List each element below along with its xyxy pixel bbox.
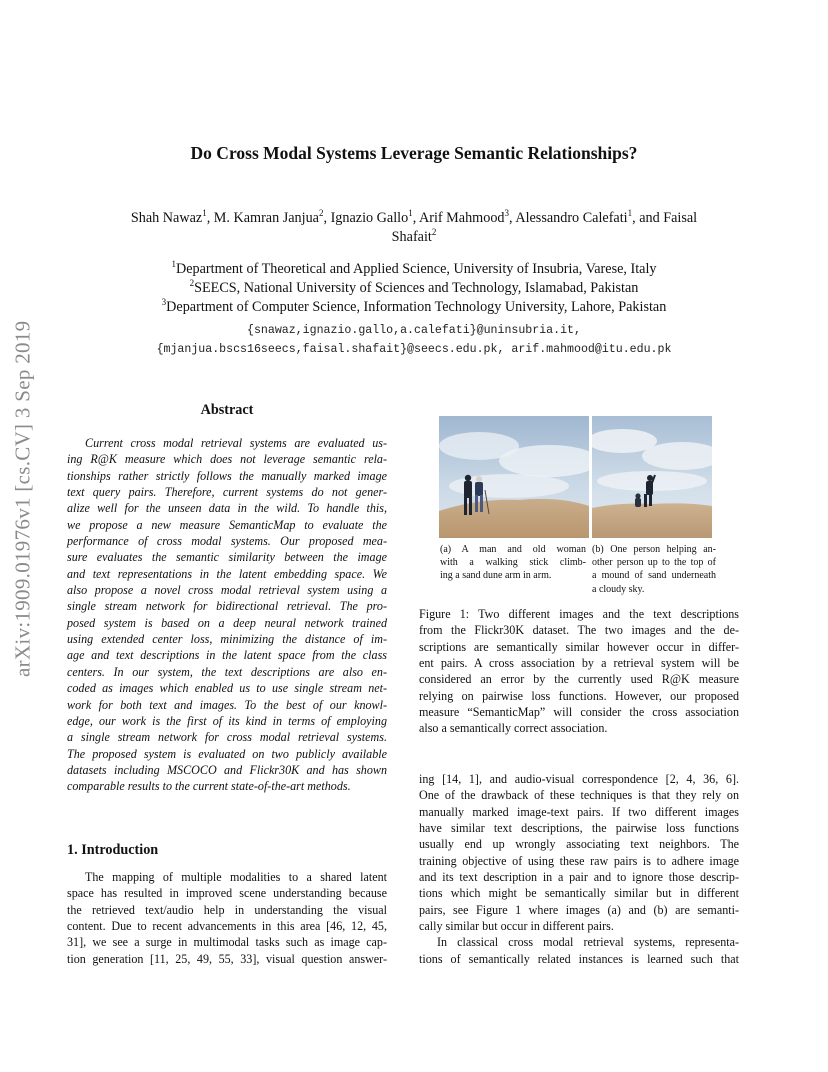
intro-line: 31], we see a surge in multimodal tasks such as image cap-	[67, 935, 387, 950]
email-line-1: {snawaz,ignazio.gallo,a.calefati}@uninsubria.it,	[247, 324, 581, 337]
figure-caption	[419, 606, 739, 737]
caption-line: considered an error by the currently used R@K measure	[419, 672, 739, 687]
affiliation-2	[60, 279, 768, 298]
abstract-line: tionships rather strictly follows the manually marked image	[67, 468, 387, 483]
abstract-line: we propose a new measure SemanticMap to evaluate the	[67, 517, 387, 532]
subcaption-a	[440, 543, 586, 583]
caption-line: also a semantically correct association.	[419, 721, 608, 736]
abstract-heading: Abstract	[200, 402, 254, 418]
abstract-line: a single stream network for cross modal retrieval systems.	[67, 730, 387, 745]
affiliation-text: SEECS, National University of Sciences and Technology, Islamabad, Pakistan	[194, 280, 639, 296]
abstract-line: age and text descriptions in the latent space from the class	[67, 648, 387, 663]
abstract-line: also propose a novel cross modal retrieval system using a	[67, 583, 387, 598]
affiliation-marker: 1	[171, 259, 176, 269]
abstract-line: ing R@K measure which does not leverage semantic rela-	[67, 452, 387, 467]
section-heading-introduction: 1. Introduction	[67, 842, 159, 858]
intro-line: content. Due to recent advancements in this area [46, 12, 45,	[67, 919, 387, 934]
author-name: , M. Kamran Janjua	[206, 210, 319, 226]
intro-line: The mapping of multiple modalities to a shared latent	[85, 870, 387, 884]
affiliation-text: Department of Computer Science, Information Technology University, Lahore, Pakistan	[166, 299, 667, 315]
abstract-line: Current cross modal retrieval systems are evaluated us-	[85, 436, 387, 450]
right-column-body	[419, 771, 739, 967]
subcaption-a-line: with a walking stick climb-	[440, 557, 586, 569]
subcaption-b-line: a cloudy sky.	[592, 583, 645, 595]
introduction-body	[67, 869, 387, 967]
affiliation-marker: 1	[627, 208, 633, 218]
abstract-line: comparable results to the current state-of-the-art methods.	[67, 779, 351, 794]
abstract-line: using extended center loss, minimizing the distance of im-	[67, 632, 387, 647]
paper-title: Do Cross Modal Systems Leverage Semantic Relationships?	[190, 143, 638, 163]
abstract-line: single stream network for bidirectional retrieval. The pro-	[67, 599, 387, 614]
affiliation-marker: 1	[408, 208, 413, 218]
body-line: pairs, see Figure 1 where images (a) and (b) are semanti-	[419, 902, 739, 917]
abstract-line: centers. In our system, the text descriptions are also en-	[67, 664, 387, 679]
subcaption-b-line: (b) One person helping an-	[592, 544, 716, 555]
abstract-line: alize well for the unseen data in the wild. To handle this,	[67, 501, 387, 516]
abstract-line: datasets including MSCOCO and Flickr30K and has shown	[67, 762, 387, 777]
affiliation-marker: 2	[318, 208, 324, 218]
body-line: have similar text descriptions, the pairwise loss functions	[419, 821, 739, 836]
intro-line: tion generation [11, 25, 49, 55, 33], visual question answer-	[67, 951, 387, 966]
author-name: , Arif Mahmood	[412, 210, 505, 226]
abstract-line: sure evaluates the semantic similarity between the image	[67, 550, 387, 565]
intro-line: the retrieved text/audio help in understanding the visual	[67, 902, 387, 917]
body-line: ing [14, 1], and audio-visual correspondence [2, 4, 36, 6].	[419, 772, 739, 786]
affiliation-text: Department of Theoretical and Applied Science, University of Insubria, Varese, Italy	[175, 261, 657, 277]
abstract-line: The proposed system is evaluated on two publicly available	[67, 746, 387, 761]
body-line: manually marked image-text pairs. If two different images	[419, 804, 739, 819]
abstract-line: performance of cross modal systems. Our proposed mea-	[67, 534, 387, 549]
caption-line: scriptions are semantically similar however occur in differ-	[419, 639, 739, 654]
subcaption-a-line: ing a sand dune arm in arm.	[440, 570, 552, 582]
abstract-line: and text representations in the latent embedding space. We	[67, 566, 387, 581]
affiliation-marker: 1	[202, 208, 207, 218]
arxiv-side-stamp: arXiv:1909.01976v1 [cs.CV] 3 Sep 2019	[10, 320, 35, 678]
affiliation-3	[60, 298, 768, 317]
figure-image-b	[592, 416, 712, 538]
author-list	[70, 209, 758, 247]
abstract-line: posed system is based on a deep neural network trained	[67, 615, 387, 630]
body-line: training objective of using these raw pairs is to adhere image	[419, 853, 739, 868]
body-line: tions of semantically related instances is learned such that	[419, 951, 739, 966]
subcaption-b	[592, 543, 716, 596]
affiliation-marker: 2	[431, 227, 437, 237]
author-name: , and Faisal	[632, 210, 698, 226]
subcaption-b-line: a mound of sand underneath	[592, 570, 716, 582]
caption-line: relying on pairwise loss functions. However, our proposed	[419, 688, 739, 703]
abstract-line: edge, our work is the first of its kind in terms of employing	[67, 713, 387, 728]
caption-line: Figure 1: Two different images and the text descriptions	[419, 607, 739, 621]
affiliation-marker: 3	[504, 208, 510, 218]
body-line: tions which might be semantically similar but in different	[419, 886, 739, 901]
affiliation-1	[60, 260, 768, 279]
author-name: Shafait	[391, 229, 432, 245]
subcaption-a-line: (a) A man and old woman	[440, 544, 586, 555]
body-line: usually end up wrongly associating text neighbors. The	[419, 837, 739, 852]
affiliation-marker: 2	[189, 278, 195, 288]
abstract-line: work for both text and images. To the best of our knowl-	[67, 697, 387, 712]
caption-line: measure “SemanticMap” will consider the cross association	[419, 705, 739, 720]
caption-line: from the Flickr30K dataset. The two images and the de-	[419, 623, 739, 638]
intro-line: space has resulted in improved scene understanding because	[67, 886, 387, 901]
affiliation-marker: 3	[161, 297, 167, 307]
abstract-line: coded as images which enabled us to use single stream net-	[67, 681, 387, 696]
abstract-body	[67, 435, 387, 795]
body-line: and its text description in a pair and to ignore those descrip-	[419, 870, 739, 885]
body-line: One of the drawback of these techniques is that they rely on	[419, 788, 739, 803]
author-name: , Alessandro Calefati	[509, 210, 628, 226]
figure-image-a	[439, 416, 589, 538]
author-name: Shah Nawaz	[130, 210, 203, 226]
body-line: cally similar but occur in different pairs.	[419, 919, 614, 934]
body-line: In classical cross modal retrieval systems, representa-	[437, 935, 739, 950]
subcaption-b-line: other person up to the top of	[592, 557, 716, 569]
author-name: , Ignazio Gallo	[323, 210, 409, 226]
email-line-2: {mjanjua.bscs16seecs,faisal.shafait}@seecs.edu.pk, arif.mahmood@itu.edu.pk	[156, 343, 672, 356]
caption-line: ent pairs. A cross association by a retrieval system will be	[419, 656, 739, 671]
abstract-line: text query pairs. Therefore, current systems do not gener-	[67, 485, 387, 500]
